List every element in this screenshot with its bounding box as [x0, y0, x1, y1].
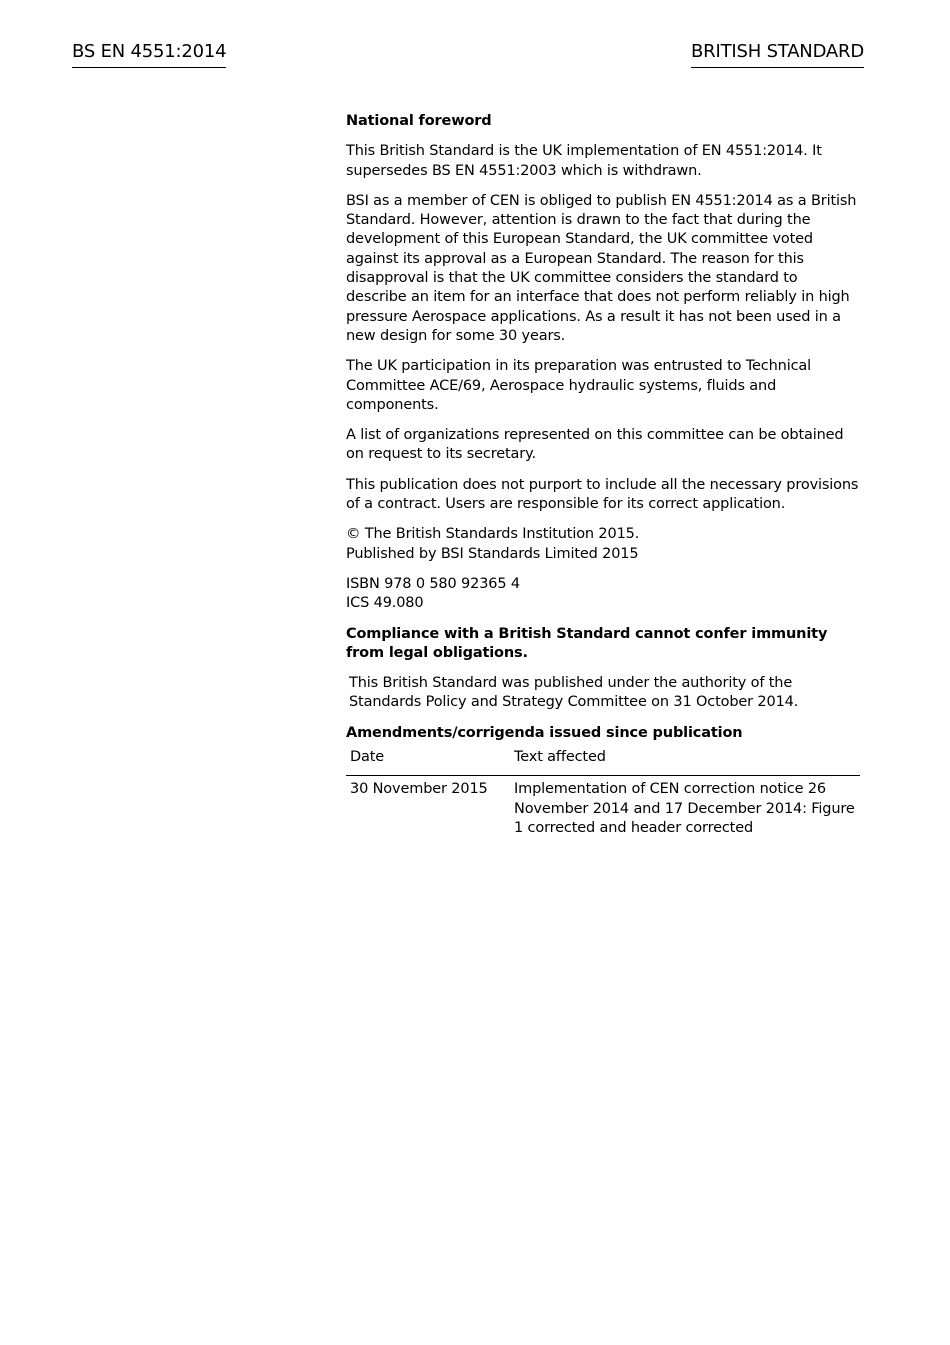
foreword-paragraph: This publication does not purport to include all the necessary provisions of a contract. Users are responsible for its correct application. — [346, 476, 859, 513]
document-code: BS EN 4551:2014 — [72, 40, 226, 68]
amendments-table — [346, 748, 860, 838]
compliance-note: Compliance with a British Standard cannot confer immunity from legal obligations. — [346, 625, 828, 661]
foreword-paragraph: The UK participation in its preparation was entrusted to Technical Committee ACE/69, Aerospace hydraulic systems, fluids and components. — [346, 358, 812, 413]
amendments-title: Amendments/corrigenda issued since publication — [346, 724, 743, 741]
publication-info — [346, 525, 860, 564]
isbn: ISBN 978 0 580 92365 4 — [346, 575, 520, 592]
document-type: BRITISH STANDARD — [691, 40, 864, 68]
foreword-paragraph: This British Standard is the UK implementation of EN 4551:2014. It supersedes BS EN 4551:2003 which is withdrawn. — [346, 143, 822, 179]
catalog-info — [346, 575, 860, 614]
table-header-row — [346, 748, 860, 776]
column-header-date: Date — [346, 748, 510, 776]
amendment-text: Implementation of CEN correction notice 26 November 2014 and 17 December 2014: Figure 1 corrected and header corrected — [514, 781, 855, 836]
foreword-paragraph: BSI as a member of CEN is obliged to publish EN 4551:2014 as a British Standard. However, attention is drawn to the fact that during the development of this European Standard, the UK committee voted against its approval as a European Standard. The reason for this disapproval is that the UK committee considers the standard to describe an item for an interface that does not perform reliably in high pressure Aerospace applications. As a result it has not been used in a new design for some 30 years. — [346, 192, 857, 344]
foreword-title: National foreword — [346, 113, 492, 129]
copyright-line: © The British Standards Institution 2015. — [346, 526, 640, 543]
ics: ICS 49.080 — [346, 595, 424, 612]
table-row — [346, 776, 860, 838]
amendment-date: 30 November 2015 — [350, 781, 488, 798]
foreword-paragraph: A list of organizations represented on this committee can be obtained on request to its secretary. — [346, 427, 844, 463]
national-foreword — [346, 112, 860, 838]
publisher-line: Published by BSI Standards Limited 2015 — [346, 545, 639, 562]
column-header-text-affected: Text affected — [510, 748, 860, 776]
authority-note: This British Standard was published under the authority of the Standards Policy and Strategy Committee on 31 October 2014. — [349, 675, 799, 711]
